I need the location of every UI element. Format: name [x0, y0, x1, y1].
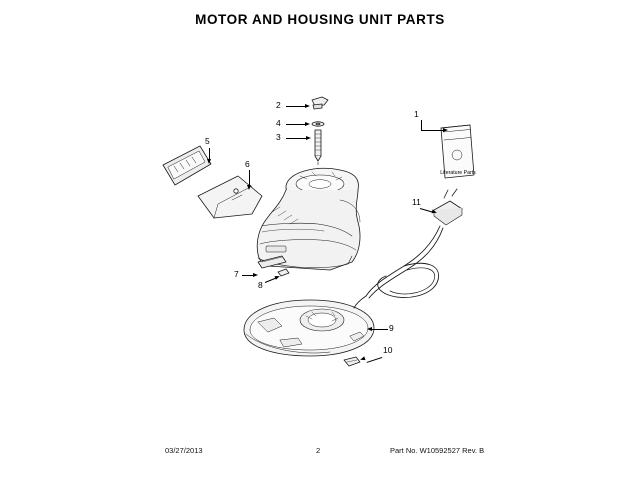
leader-4-arrow: [305, 122, 310, 126]
part-foot: [344, 357, 360, 366]
leader-2-arrow: [305, 104, 310, 108]
part-control-plate: [163, 146, 211, 185]
leader-4: [286, 124, 306, 125]
leader-5-arrow: [207, 159, 211, 164]
callout-5: 5: [205, 136, 210, 146]
page-footer: [0, 446, 640, 458]
callout-7: 7: [234, 269, 239, 279]
leader-1-h: [421, 130, 445, 131]
part-base-plate: [244, 300, 374, 356]
callout-9: 9: [389, 323, 394, 333]
footer-page-number: 2: [316, 446, 321, 455]
footer-part-number: Part No. W10592527 Rev. B: [390, 446, 485, 455]
callout-3: 3: [276, 132, 281, 142]
leader-7-arrow: [253, 273, 258, 277]
callout-2: 2: [276, 100, 281, 110]
leader-2: [286, 106, 306, 107]
part-washer: [312, 122, 324, 126]
part-screw: [315, 130, 321, 161]
leader-6: [249, 170, 250, 186]
leader-6-arrow: [247, 185, 251, 190]
leader-9-arrow: [367, 327, 372, 331]
page-title: MOTOR AND HOUSING UNIT PARTS: [195, 12, 445, 27]
literature-parts-label: Literature Parts: [440, 170, 476, 176]
callout-8: 8: [258, 280, 263, 290]
part-motor-housing: [257, 168, 360, 270]
footer-date: 03/27/2013: [165, 446, 203, 455]
callout-11: 11: [412, 197, 421, 207]
leader-1-arrow: [443, 128, 448, 132]
leader-9: [372, 329, 388, 330]
callout-4: 4: [276, 118, 281, 128]
leader-3: [286, 138, 307, 139]
callout-6: 6: [245, 159, 250, 169]
part-cap: [312, 97, 328, 109]
part-power-cord: [354, 189, 462, 308]
leader-1-v: [421, 120, 422, 130]
callout-1: 1: [414, 109, 419, 119]
callout-10: 10: [383, 345, 393, 355]
part-side-trim: [198, 176, 262, 218]
leader-3-arrow: [306, 136, 311, 140]
